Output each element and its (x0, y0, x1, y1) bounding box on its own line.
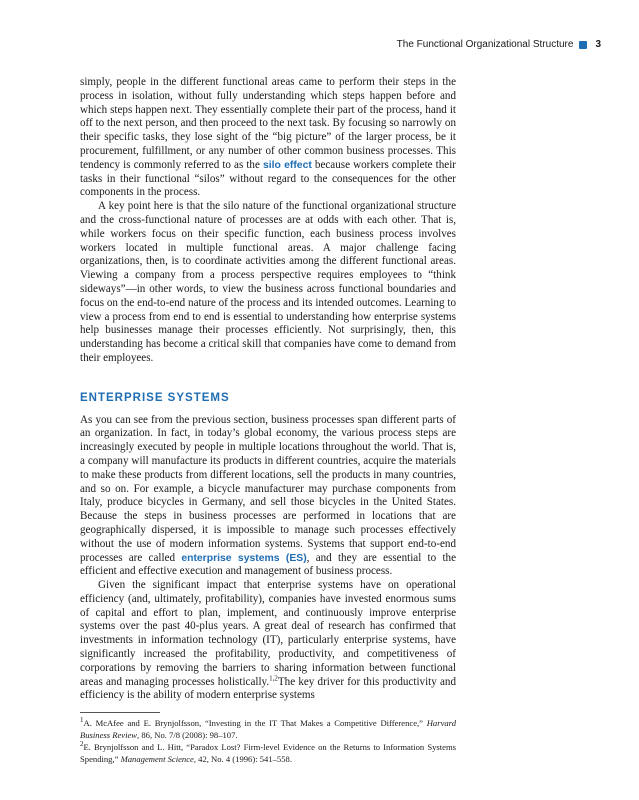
key-term-silo-effect: silo effect (263, 159, 312, 171)
footnote-1-text-b: , 86, No. 7/8 (2008): 98–107. (137, 729, 238, 740)
footnote-2-text-a: E. Brynjolfsson and L. Hitt, “Paradox Lost? Firm-level Evidence on the Returns to Information Systems Spending,” (80, 742, 456, 764)
footnote-2 (80, 742, 456, 765)
running-head-title: The Functional Organizational Structure (396, 39, 574, 50)
paragraph-1-text-b: because workers complete their tasks in their functional “silos” without regard to the consequences for the other components in the process. (80, 158, 456, 199)
body-text (80, 76, 456, 703)
running-head (397, 39, 601, 50)
footnote-1-number: 1 (80, 716, 84, 725)
section-heading: ENTERPRISE SYSTEMS (80, 391, 230, 404)
footnote-1 (80, 718, 456, 741)
paragraph-4-text-b: The key driver for this productivity and efficiency is the ability of modern enterprise systems (80, 675, 456, 702)
paragraph-4 (80, 579, 456, 703)
footnote-2-number: 2 (80, 740, 84, 749)
paragraph-3-text-a: As you can see from the previous section, business processes span different parts of an organization. In fact, in today’s global economy, the various process steps are increasingly executed by people in multiple locations throughout the world. That is, a company will manufacture its products in different countries, acquire the materials to make these products from different locations, sell the products in many countries, and so on. For example, a bicycle manufacturer may purchase components from Italy, produce bicycles in Germany, and sell those bicycles in the United States. Because the steps in business processes are performed in locations that are geographically dispersed, it is impossible to manage such processes effectively without the use of modern information systems. Systems that support end-to-end processes are called (80, 413, 456, 564)
square-marker-icon (579, 41, 587, 49)
paragraph-1-text-a: simply, people in the different functional areas came to perform their steps in the process in isolation, without fully understanding which steps happen before and which steps happen next. They essentially complete their part of the process, hand it off to the next person, and then proceed to the next task. By focusing so narrowly on their specific tasks, they lose sight of the “big picture” of the larger process, be it procurement, fulfillment, or any number of other common business processes. This tendency is commonly referred to as the (80, 76, 456, 171)
paragraph-1 (80, 76, 456, 200)
paragraph-4-text-a: Given the significant impact that enterprise systems have on operational efficiency (and, ultimately, profitability), companies have invested enormous sums of capital and effort to plan, implement, and continuously improve enterprise systems over the past 40-plus years. A great deal of research has confirmed that investments in information technology (IT), particularly enterprise systems, have significantly increased the profitability, productivity, and competitiveness of corporations by removing the barriers to sharing information between functional areas and managing processes holistically. (80, 579, 456, 688)
key-term-enterprise-systems: enterprise systems (ES) (181, 552, 307, 564)
paragraph-3-text-b: , and they are essential to the efficient and effective execution and management of business process. (80, 551, 456, 578)
footnote-1-journal: Harvard Business Review (80, 718, 456, 740)
footnote-ref: 1,2 (269, 673, 278, 682)
footnote-2-journal: Management Science (120, 753, 194, 764)
footnote-2-text-b: , 42, No. 4 (1996): 541–558. (193, 753, 292, 764)
footnotes (80, 718, 456, 766)
paragraph-3 (80, 414, 456, 580)
footnote-1-text-a: A. McAfee and E. Brynjolfsson, “Investing in the IT That Makes a Competitive Difference,” (83, 718, 423, 728)
page-number: 3 (595, 39, 601, 50)
footnote-divider (80, 712, 160, 713)
paragraph-2: A key point here is that the silo nature of the functional organizational structure and the cross-functional nature of processes are at odds with each other. That is, while workers focus on their specific function, each business process involves workers located in multiple functional areas. A major challenge facing organizations, then, is to coordinate activities among the different functional areas. Viewing a company from a process perspective requires employees to “think sideways”—in other words, to view the business across functional boundaries and focus on the end-to-end nature of the process and its intended outcomes. Learning to view a process from end to end is essential to understanding how enterprise systems help businesses manage their processes efficiently. Not surprisingly, then, this understanding has become a critical skill that companies have come to demand from their employees. (80, 200, 456, 364)
